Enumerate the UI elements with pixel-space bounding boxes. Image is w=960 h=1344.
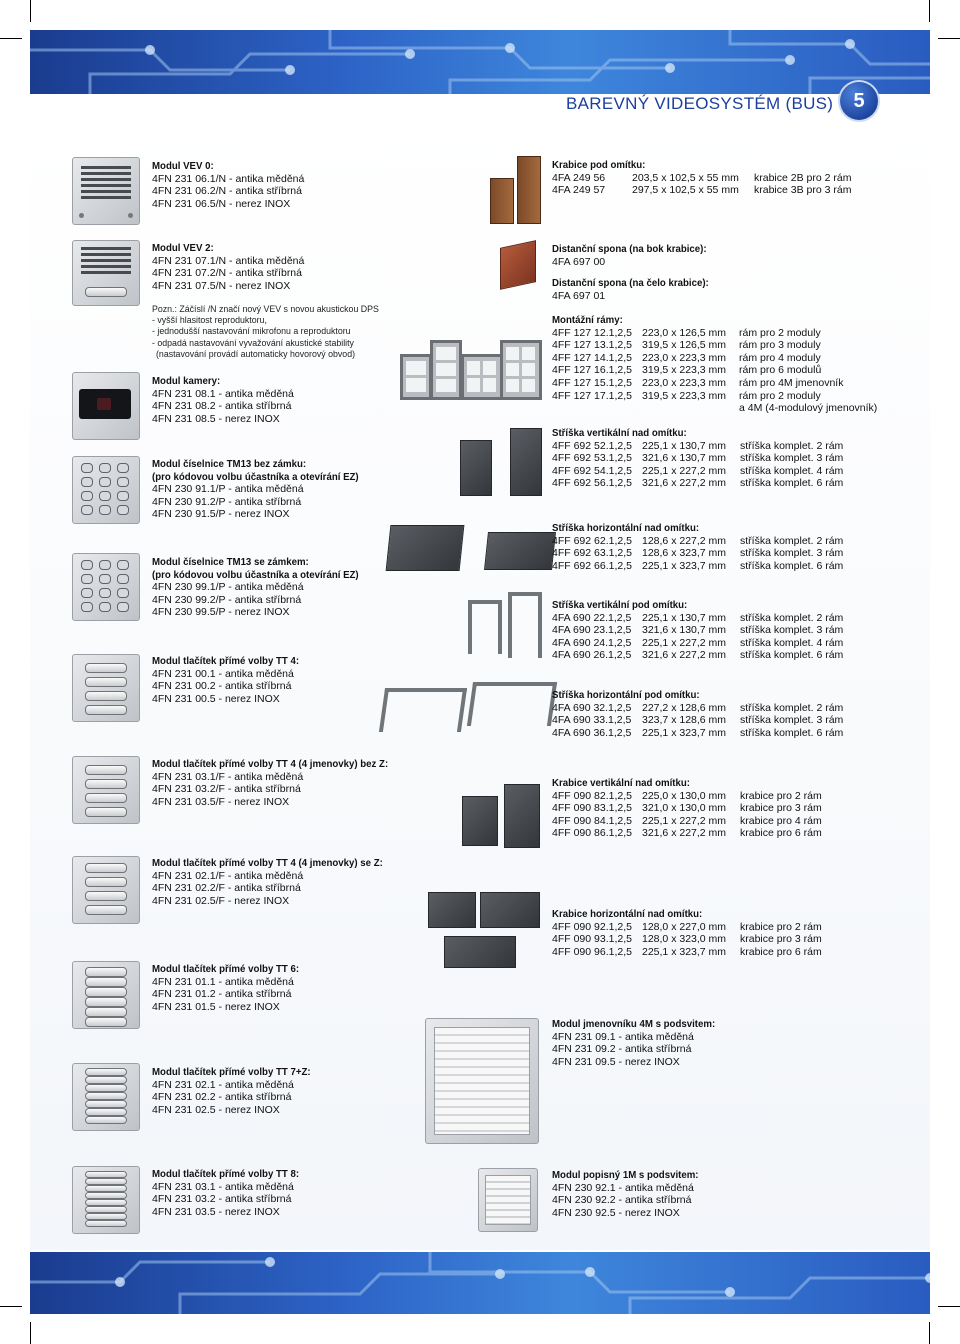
tt4-line: 4FN 231 00.5 - nerez INOX (152, 692, 280, 705)
table-row (552, 946, 872, 959)
surface-box-horizontal-image (480, 892, 540, 928)
table-row (552, 802, 872, 815)
circuit-pattern (30, 30, 930, 94)
table-cell: 225,1 x 227,2 mm (642, 464, 727, 477)
surface-box-image (504, 784, 540, 848)
krabice-title: Krabice pod omítku: (552, 159, 646, 171)
vev2-block (152, 242, 304, 292)
tt4-line: 4FN 231 00.2 - antika stříbrná (152, 680, 292, 693)
table-cell: 4FF 127 12.1,2,5 (552, 326, 632, 339)
table-cell: 225,1 x 227,2 mm (642, 814, 727, 827)
tt6-line: 4FN 231 01.1 - antika měděná (152, 975, 294, 988)
stv-pod-title: Stříška vertikální pod omítku: (552, 599, 688, 611)
vev0-line: 4FN 231 06.1/N - antika měděná (152, 172, 305, 185)
label-module-1m-image (478, 1168, 538, 1232)
keypad2-line: 4FN 230 99.1/P - antika měděná (152, 581, 304, 594)
table-row (552, 172, 872, 185)
table-cell: krabice pro 4 rám (740, 814, 822, 827)
tt8-line: 4FN 231 03.5 - nerez INOX (152, 1205, 280, 1218)
table-cell: 4FF 127 14.1,2,5 (552, 351, 632, 364)
tt8-block (152, 1168, 312, 1218)
sth-nad-title: Stříška horizontální nad omítku: (552, 522, 700, 534)
table-cell: krabice pro 3 rám (740, 802, 822, 815)
table-cell: 321,6 x 227,2 mm (642, 649, 727, 662)
tt4bez-line: 4FN 231 03.2/F - antika stříbrná (152, 783, 301, 796)
footer-banner (30, 1252, 930, 1314)
table-cell: 321,0 x 130,0 mm (642, 802, 727, 815)
tt4-line: 4FN 231 00.1 - antika měděná (152, 667, 294, 680)
table-cell: krabice 3B pro 3 rám (754, 184, 852, 197)
table-cell: stříška komplet. 3 rám (740, 624, 844, 637)
jmen4m-line: 4FN 231 09.1 - antika měděná (552, 1030, 694, 1043)
page-number: 5 (840, 82, 878, 120)
table-cell: 4FF 127 15.1,2,5 (552, 376, 632, 389)
table-cell: 319,5 x 223,3 mm (642, 364, 727, 377)
keypad2-line: 4FN 230 99.5/P - nerez INOX (152, 606, 290, 619)
table-cell: 225,1 x 323,7 mm (642, 726, 727, 739)
jmen4m-block (552, 1018, 729, 1068)
tt4-names-module-image (72, 756, 140, 824)
vev2-title: Modul VEV 2: (152, 242, 214, 254)
vev2-line: 4FN 231 07.1/N - antika měděná (152, 254, 305, 267)
table-row (552, 327, 872, 340)
table-cell: 321,6 x 130,7 mm (642, 452, 727, 465)
tt7z-line: 4FN 231 02.2 - antika stříbrná (152, 1091, 292, 1104)
kv-nad-title: Krabice vertikální nad omítku: (552, 777, 690, 789)
table-cell: 4FA 690 32.1,2,5 (552, 701, 632, 714)
table-cell: 4FA 690 26.1,2,5 (552, 649, 632, 662)
tt8-line: 4FN 231 03.1 - antika měděná (152, 1180, 294, 1193)
table-row (552, 477, 872, 490)
table-row (552, 933, 872, 946)
table-row (552, 649, 872, 662)
tt7z-line: 4FN 231 02.5 - nerez INOX (152, 1103, 280, 1116)
table-cell: rám pro 2 moduly (739, 389, 821, 402)
tt4se-line: 4FN 231 02.2/F - antika stříbrná (152, 882, 301, 895)
table-cell: 4FF 692 53.1,2,5 (552, 452, 632, 465)
camera-line: 4FN 231 08.5 - nerez INOX (152, 412, 280, 425)
keypad1-line: 4FN 230 91.1/P - antika měděná (152, 483, 304, 496)
table-cell: 4FF 127 17.1,2,5 (552, 389, 632, 402)
table-cell: 4FA 690 24.1,2,5 (552, 636, 632, 649)
tt8-module-image (72, 1166, 140, 1234)
sth-pod-title: Stříška horizontální pod omítku: (552, 689, 700, 701)
jmen4m-line: 4FN 231 09.5 - nerez INOX (552, 1055, 680, 1068)
table-cell: 4FF 090 93.1,2,5 (552, 933, 632, 946)
table-row (552, 612, 872, 625)
spona-bok-code: 4FA 697 00 (552, 255, 606, 268)
table-cell: 4FA 690 22.1,2,5 (552, 611, 632, 624)
tt6-module-image (72, 961, 140, 1029)
table-row (552, 790, 872, 803)
flush-box-image (490, 178, 514, 224)
tt8-title: Modul tlačítek přímé volby TT 8: (152, 1168, 300, 1180)
stv-pod-block (552, 599, 872, 662)
table-cell: stříška komplet. 6 rám (740, 726, 844, 739)
camera-title: Modul kamery: (152, 375, 221, 387)
table-cell: 4FF 692 66.1,2,5 (552, 559, 632, 572)
vev0-title: Modul VEV 0: (152, 160, 214, 172)
keypad1-subtitle: (pro kódovou volbu účastníka a otevírání EZ) (152, 470, 359, 483)
table-cell: a 4M (4-modulový jmenovník) (739, 402, 878, 415)
table-cell: 4FA 249 56 (552, 171, 606, 184)
table-row (552, 364, 872, 377)
table-row (552, 352, 872, 365)
table-cell: stříška komplet. 2 rám (740, 611, 844, 624)
keypad1-block (152, 458, 377, 521)
spona-bok-title: Distanční spona (na bok krabice): (552, 243, 707, 255)
flush-canopy-image (508, 592, 542, 658)
vertical-canopy-image (510, 428, 542, 496)
table-cell: 4FF 090 83.1,2,5 (552, 802, 632, 815)
vertical-canopy-image (460, 440, 492, 496)
jmen4m-line: 4FN 231 09.2 - antika stříbrná (552, 1043, 692, 1056)
table-cell: 4FF 090 96.1,2,5 (552, 945, 632, 958)
table-cell: stříška komplet. 4 rám (740, 464, 844, 477)
kh-nad-block (552, 908, 872, 958)
tt6-line: 4FN 231 01.2 - antika stříbrná (152, 988, 292, 1001)
krabice-block (552, 159, 872, 197)
table-cell: 4FA 690 23.1,2,5 (552, 624, 632, 637)
table-cell: 203,5 x 102,5 x 55 mm (632, 171, 739, 184)
table-row (552, 184, 872, 197)
mounting-frame-image (461, 354, 503, 400)
tt4-names-lock-module-image (72, 856, 140, 924)
table-cell: rám pro 3 moduly (739, 339, 821, 352)
keypad2-line: 4FN 230 99.2/P - antika stříbrná (152, 593, 302, 606)
vev2-line: 4FN 231 07.5/N - nerez INOX (152, 279, 291, 292)
camera-line: 4FN 231 08.2 - antika stříbrná (152, 400, 292, 413)
keypad1-title: Modul číselnice TM13 bez zámku: (152, 458, 307, 470)
tt7z-block (152, 1066, 324, 1116)
flush-canopy-horizontal-image (379, 688, 467, 732)
vev0-line: 4FN 231 06.5/N - nerez INOX (152, 197, 291, 210)
popis1m-line: 4FN 230 92.1 - antika měděná (552, 1181, 694, 1194)
ramy-block (552, 314, 878, 415)
header-banner (30, 30, 930, 94)
horizontal-canopy-image (484, 532, 556, 570)
note-line: - odpadá nastavování vyvažování akustické stability (152, 337, 354, 348)
tt6-line: 4FN 231 01.5 - nerez INOX (152, 1000, 280, 1013)
table-row (552, 714, 872, 727)
table-cell: krabice pro 2 rám (740, 789, 822, 802)
tt6-block (152, 963, 312, 1013)
table-row (552, 377, 872, 390)
tt4-block (152, 655, 312, 705)
horizontal-canopy-image (386, 525, 465, 571)
table-cell: 4FF 692 62.1,2,5 (552, 534, 632, 547)
popis1m-line: 4FN 230 92.5 - nerez INOX (552, 1206, 680, 1219)
table-row (552, 921, 872, 934)
jmen4m-title: Modul jmenovníku 4M s podsvitem: (552, 1018, 716, 1030)
table-cell: rám pro 2 moduly (739, 326, 821, 339)
table-row (552, 535, 872, 548)
sth-pod-block (552, 689, 872, 739)
table-cell: 225,0 x 130,0 mm (642, 789, 727, 802)
table-row (552, 624, 872, 637)
table-cell: 223,0 x 126,5 mm (642, 326, 727, 339)
camera-module-image (72, 372, 140, 440)
table-cell: krabice 2B pro 2 rám (754, 171, 852, 184)
note-line: - jednodušší nastavování mikrofonu a reproduktoru (152, 326, 351, 337)
table-cell: 4FF 692 54.1,2,5 (552, 464, 632, 477)
table-cell: stříška komplet. 2 rám (740, 439, 844, 452)
tt6-title: Modul tlačítek přímé volby TT 6: (152, 963, 300, 975)
table-cell: stříška komplet. 6 rám (740, 477, 844, 490)
tt4se-title: Modul tlačítek přímé volby TT 4 (4 jmenovky) se Z: (152, 857, 383, 869)
crop-mark (30, 1322, 31, 1344)
table-row (552, 827, 872, 840)
table-cell: 4FA 249 57 (552, 184, 606, 197)
table-cell: 225,1 x 130,7 mm (642, 611, 727, 624)
mounting-frame-image (500, 340, 542, 400)
spona-celo-title: Distanční spona (na čelo krabice): (552, 277, 709, 289)
table-cell: 225,1 x 323,7 mm (642, 945, 727, 958)
table-cell: 297,5 x 102,5 x 55 mm (632, 184, 739, 197)
table-cell: krabice pro 6 rám (740, 945, 822, 958)
table-cell: 4FF 127 13.1,2,5 (552, 339, 632, 352)
table-cell: 4FF 090 86.1,2,5 (552, 827, 632, 840)
table-cell: 319,5 x 223,3 mm (642, 389, 727, 402)
flush-box-image (517, 156, 541, 224)
table-cell: 128,6 x 323,7 mm (642, 547, 727, 560)
keypad1-line: 4FN 230 91.5/P - nerez INOX (152, 508, 290, 521)
tt7z-line: 4FN 231 02.1 - antika měděná (152, 1078, 294, 1091)
spona-celo-block (552, 277, 722, 302)
table-cell: krabice pro 2 rám (740, 920, 822, 933)
tt4bez-line: 4FN 231 03.5/F - nerez INOX (152, 795, 290, 808)
table-cell: krabice pro 3 rám (740, 933, 822, 946)
surface-box-horizontal-image (444, 936, 516, 968)
vev2-line: 4FN 231 07.2/N - antika stříbrná (152, 267, 302, 280)
tt4-title: Modul tlačítek přímé volby TT 4: (152, 655, 300, 667)
circuit-pattern (30, 1252, 930, 1314)
spacer-clip-image (500, 240, 536, 290)
tt8-line: 4FN 231 03.2 - antika stříbrná (152, 1193, 292, 1206)
keypad2-title: Modul číselnice TM13 se zámkem: (152, 556, 309, 568)
table-cell: 4FF 692 63.1,2,5 (552, 547, 632, 560)
crop-mark (929, 1322, 930, 1344)
vev-note (152, 304, 379, 360)
tt4se-block (152, 857, 403, 907)
tt7z-title: Modul tlačítek přímé volby TT 7+Z: (152, 1066, 311, 1078)
table-cell: stříška komplet. 2 rám (740, 701, 844, 714)
vev0-block (152, 160, 304, 210)
table-cell: 4FF 090 92.1,2,5 (552, 920, 632, 933)
table-row (552, 560, 872, 573)
keypad-lock-module-image (72, 553, 140, 621)
table-cell: stříška komplet. 4 rám (740, 636, 844, 649)
table-row (552, 339, 872, 352)
kh-nad-title: Krabice horizontální nad omítku: (552, 908, 703, 920)
spona-celo-code: 4FA 697 01 (552, 289, 606, 302)
table-cell: 321,6 x 227,2 mm (642, 477, 727, 490)
crop-mark (938, 1306, 960, 1307)
page-title: BAREVNÝ VIDEOSYSTÉM (BUS) (566, 94, 834, 113)
table-cell: 4FF 692 52.1,2,5 (552, 439, 632, 452)
stv-nad-title: Stříška vertikální nad omítku: (552, 427, 687, 439)
table-cell: 128,0 x 227,0 mm (642, 920, 727, 933)
table-cell: stříška komplet. 3 rám (740, 452, 844, 465)
tt4bez-line: 4FN 231 03.1/F - antika měděná (152, 770, 304, 783)
mounting-frame-image (400, 354, 432, 400)
keypad1-line: 4FN 230 91.2/P - antika stříbrná (152, 495, 302, 508)
table-cell: 4FF 692 56.1,2,5 (552, 477, 632, 490)
table-cell: 225,1 x 130,7 mm (642, 439, 727, 452)
kv-nad-block (552, 777, 872, 840)
table-row (552, 637, 872, 650)
table-row (552, 547, 872, 560)
table-cell: 227,2 x 128,6 mm (642, 701, 727, 714)
table-cell: 323,7 x 128,6 mm (642, 714, 727, 727)
table-cell: 321,6 x 130,7 mm (642, 624, 727, 637)
keypad2-subtitle: (pro kódovou volbu účastníka a otevírání EZ) (152, 568, 359, 581)
table-cell: stříška komplet. 6 rám (740, 559, 844, 572)
camera-line: 4FN 231 08.1 - antika měděná (152, 387, 294, 400)
tt4bez-title: Modul tlačítek přímé volby TT 4 (4 jmenovky) bez Z: (152, 758, 389, 770)
table-cell: krabice pro 6 rám (740, 827, 822, 840)
table-cell: stříška komplet. 6 rám (740, 649, 844, 662)
ramy-title: Montážní rámy: (552, 314, 623, 326)
stv-nad-block (552, 427, 872, 490)
table-cell: 4FF 127 16.1,2,5 (552, 364, 632, 377)
surface-box-horizontal-image (428, 892, 476, 928)
table-cell: 319,5 x 126,5 mm (642, 339, 727, 352)
tt7z-module-image (72, 1063, 140, 1131)
vev0-line: 4FN 231 06.2/N - antika stříbrná (152, 185, 302, 198)
crop-mark (938, 38, 960, 39)
table-row (552, 390, 872, 403)
vev0-module-image (72, 157, 140, 225)
spona-bok-block (552, 243, 720, 268)
popis1m-line: 4FN 230 92.2 - antika stříbrná (552, 1194, 692, 1207)
table-row (552, 440, 872, 453)
crop-mark (0, 38, 22, 39)
table-row (552, 402, 878, 415)
table-cell: stříška komplet. 3 rám (740, 547, 844, 560)
tt4-module-image (72, 654, 140, 722)
tt4se-line: 4FN 231 02.5/F - nerez INOX (152, 894, 290, 907)
table-cell: 225,1 x 227,2 mm (642, 636, 727, 649)
table-cell: 4FF 090 84.1,2,5 (552, 814, 632, 827)
table-cell: 4FF 090 82.1,2,5 (552, 789, 632, 802)
surface-box-image (462, 796, 498, 846)
table-row (552, 465, 872, 478)
note-line: - vyšší hlasitost reproduktoru, (152, 315, 267, 326)
tt4se-line: 4FN 231 02.1/F - antika měděná (152, 869, 304, 882)
table-cell: stříška komplet. 3 rám (740, 714, 844, 727)
table-row (552, 452, 872, 465)
table-cell: 321,6 x 227,2 mm (642, 827, 727, 840)
table-cell: 128,0 x 323,0 mm (642, 933, 727, 946)
keypad2-block (152, 556, 377, 619)
table-cell: 225,1 x 323,7 mm (642, 559, 727, 572)
note-line: (nastavování provádí automaticky hovorový obvod) (156, 348, 356, 359)
popis1m-title: Modul popisný 1M s podsvitem: (552, 1169, 699, 1181)
table-cell: 4FA 690 36.1,2,5 (552, 726, 632, 739)
popis1m-block (552, 1169, 711, 1219)
table-cell: rám pro 4M jmenovník (739, 376, 844, 389)
crop-mark (929, 0, 930, 22)
camera-block (152, 375, 294, 425)
tt4bez-block (152, 758, 409, 808)
vev2-module-image (72, 240, 140, 306)
table-cell: 223,0 x 223,3 mm (642, 351, 727, 364)
note-line: Pozn.: Záčíslí /N značí nový VEV s novou akustickou DPS (152, 304, 379, 314)
table-cell: 4FA 690 33.1,2,5 (552, 714, 632, 727)
name-module-4m-image (425, 1018, 539, 1144)
mounting-frame-image (430, 340, 462, 400)
table-cell: 128,6 x 227,2 mm (642, 534, 727, 547)
sth-nad-block (552, 522, 872, 572)
crop-mark (0, 1306, 22, 1307)
table-row (552, 727, 872, 740)
table-row (552, 702, 872, 715)
crop-mark (30, 0, 31, 22)
table-cell: rám pro 6 modulů (739, 364, 822, 377)
table-row (552, 815, 872, 828)
table-cell: 223,0 x 223,3 mm (642, 376, 727, 389)
table-cell: stříška komplet. 2 rám (740, 534, 844, 547)
flush-canopy-horizontal-image (467, 682, 557, 726)
keypad-module-image (72, 456, 140, 524)
table-cell: rám pro 4 moduly (739, 351, 821, 364)
flush-canopy-image (468, 600, 502, 654)
